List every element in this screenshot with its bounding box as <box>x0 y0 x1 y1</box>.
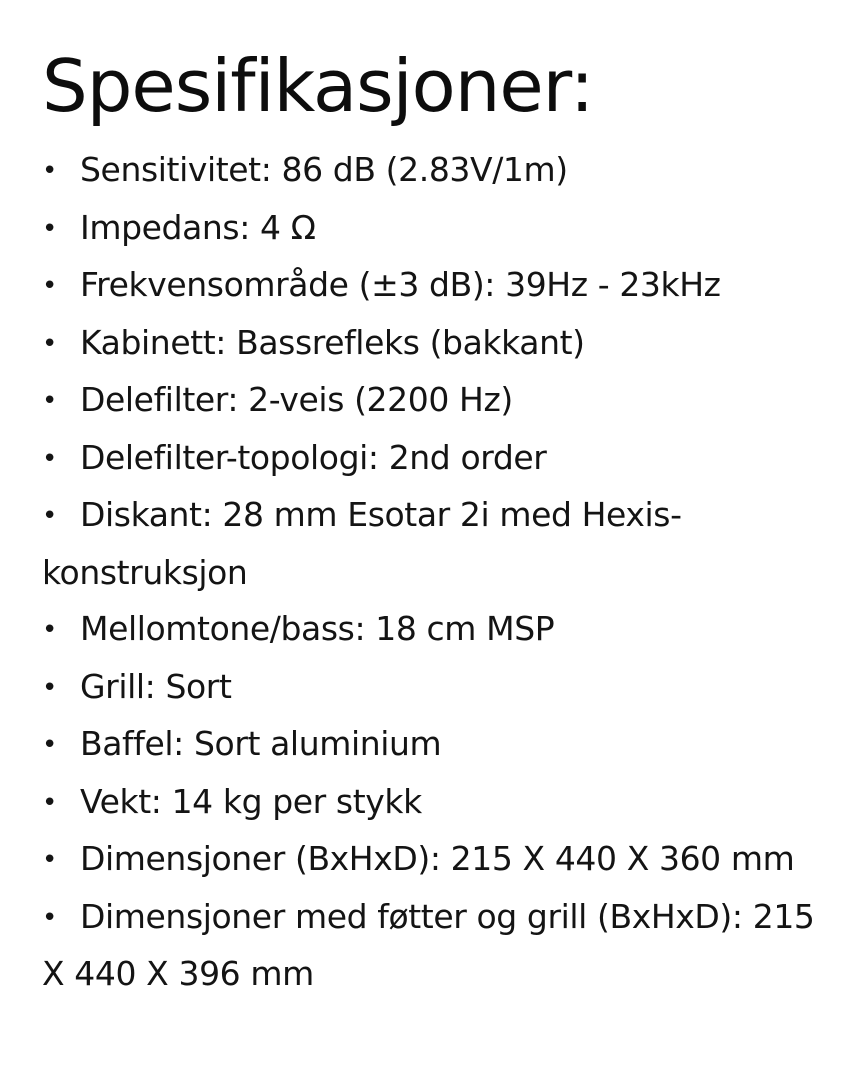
spec-text: Dimensjoner med føtter og grill (BxHxD): 215 X 440 X 396 mm <box>42 896 815 993</box>
bullet-icon: • <box>42 501 57 531</box>
bullet-icon: • <box>42 443 57 474</box>
spec-item-crossover <box>42 372 842 430</box>
spec-item-sensitivity <box>42 142 842 200</box>
bullet-icon: • <box>42 328 57 359</box>
spec-item-tweeter <box>42 487 842 601</box>
spec-text: Dimensjoner (BxHxD): 215 X 440 X 360 mm <box>80 839 795 878</box>
bullet-icon: • <box>42 615 57 645</box>
spec-item-crossover-topology <box>42 430 842 488</box>
bullet-icon: • <box>42 730 57 760</box>
bullet-icon: • <box>42 902 57 933</box>
spec-text: Delefilter: 2-veis (2200 Hz) <box>80 380 513 419</box>
spec-text: Frekvensområde (±3 dB): 39Hz - 23kHz <box>80 265 721 304</box>
bullet-icon: • <box>42 213 57 244</box>
bullet-icon: • <box>42 787 57 818</box>
spec-item-midbass <box>42 601 842 659</box>
spec-item-impedance <box>42 200 842 258</box>
spec-text: Delefilter-topologi: 2nd order <box>80 437 547 477</box>
spec-item-weight <box>42 774 842 832</box>
bullet-icon: • <box>42 672 57 703</box>
spec-item-dimensions <box>42 831 842 889</box>
spec-sheet <box>42 36 842 1003</box>
bullet-icon: • <box>42 845 57 875</box>
spec-text: Mellomtone/bass: 18 cm MSP <box>80 609 555 648</box>
bullet-icon: • <box>42 386 57 416</box>
page-title: Spesifikasjoner: <box>42 44 594 128</box>
spec-text: Diskant: 28 mm Esotar 2i med Hexis-konstruksjon <box>42 495 682 592</box>
bullet-icon: • <box>42 271 57 301</box>
spec-text: Sensitivitet: 86 dB (2.83V/1m) <box>80 150 568 189</box>
spec-item-cabinet <box>42 315 842 373</box>
spec-text: Vekt: 14 kg per stykk <box>80 781 422 821</box>
spec-text: Impedans: 4 Ω <box>80 207 316 247</box>
spec-text: Grill: Sort <box>80 666 232 706</box>
spec-item-frequency-range <box>42 257 842 315</box>
spec-item-baffle <box>42 716 842 774</box>
spec-text: Baffel: Sort aluminium <box>80 724 442 763</box>
spec-text: Kabinett: Bassrefleks (bakkant) <box>80 322 585 362</box>
spec-item-grille <box>42 659 842 717</box>
bullet-icon: • <box>42 156 57 186</box>
spec-list <box>42 142 842 1003</box>
spec-item-dimensions-with-feet <box>42 889 842 1003</box>
